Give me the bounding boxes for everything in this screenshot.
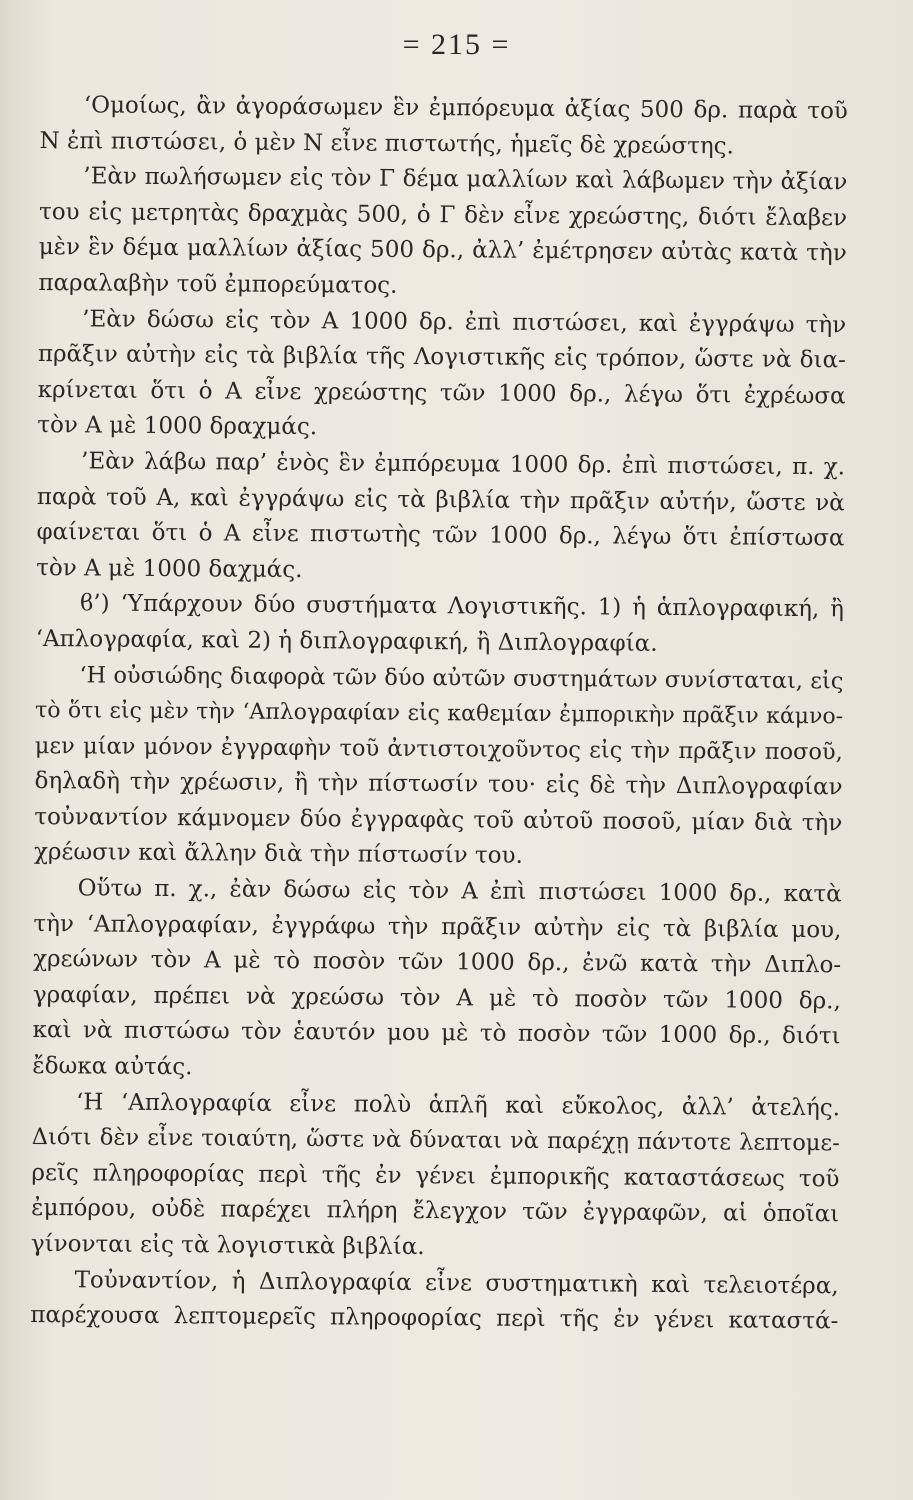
text-line: μεν μίαν μόνον ἐγγραφὴν τοῦ ἀντιστοιχοῦντος εἰς τὴν πρᾶξιν ποσοῦ, <box>34 732 843 766</box>
text-line: κρίνεται ὅτι ὁ Α εἶνε χρεώστης τῶν 1000 δρ., λέγω ὅτι ἐχρέωσα <box>37 376 846 410</box>
text-line: χρεώνων τὸν Α μὲ τὸ ποσὸν τῶν 1000 δρ., ἐνῶ κατὰ τὴν Διπλο- <box>33 946 842 979</box>
text-line: τὸν Α μὲ 1000 δραχμάς. <box>37 412 318 441</box>
text-line: τοὐναντίον κάμνομεν δύο ἐγγραφὰς τοῦ αὐτοῦ ποσοῦ, μίαν διὰ τὴν <box>34 803 843 837</box>
text-line: ϐ’) ‘Υπάρχουν δύο συστήματα Λογιστικῆς. 1) ἡ ἁπλογραφική, ἢ <box>79 590 845 623</box>
page-number: = 215 = <box>402 28 511 61</box>
text-line: τὸν Α μὲ 1000 δαχμάς. <box>36 554 303 583</box>
text-line: Διότι δὲν εἶνε τοιαύτη, ὥστε νὰ δύναται νὰ παρέχῃ πάντοτε λεπτομε- <box>31 1124 840 1157</box>
text-line: φαίνεται ὅτι ὁ Α εἶνε πιστωτὴς τῶν 1000 δρ., λέγω ὅτι ἐπίστωσα <box>36 519 845 552</box>
text-line: γραφίαν, πρέπει νὰ χρεώσω τὸν Α μὲ τὸ ποσὸν τῶν 1000 δρ., <box>32 981 841 1015</box>
text-line: ’Εὰν λάβω παρ’ ἑνὸς ἓν ἐμπόρευμα 1000 δρ. ἐπὶ πιστώσει, π. χ. <box>80 448 846 481</box>
text-line: δηλαδὴ τὴν χρέωσιν, ἢ τὴν πίστωσίν του· εἰς δὲ τὴν Διπλογραφίαν <box>34 768 843 801</box>
text-line: Ν ἐπὶ πιστώσει, ὁ μὲν Ν εἶνε πιστωτής, ἡμεῖς δὲ χρεώστης. <box>39 127 734 160</box>
text-line: τὴν ‘Απλογραφίαν, ἐγγράφω τὴν πρᾶξιν αὐτὴν εἰς τὰ βιβλία μου, <box>33 910 842 943</box>
text-line: παρέχουσα λεπτομερεῖς πληροφορίας περὶ τῆς ἐν γένει καταστά- <box>30 1302 839 1335</box>
text-line: ἐμπόρου, οὐδὲ παρέχει πλήρη ἔλεγχον τῶν ἐγγραφῶν, αἱ ὁποῖαι <box>31 1195 840 1228</box>
text-line: ‘Απλογραφία, καὶ 2) ἡ διπλογραφική, ἢ Διπλογραφία. <box>35 625 658 657</box>
text-line: ρεῖς πληροφορίας περὶ τῆς ἐν γένει ἐμπορικῆς καταστάσεως τοῦ <box>31 1159 840 1193</box>
text-line: πρᾶξιν αὐτὴν εἰς τὰ βιβλία τῆς Λογιστικῆς εἰς τρόπον, ὥστε νὰ δια- <box>37 341 846 374</box>
text-line: καὶ νὰ πιστώσω τὸν ἑαυτόν μου μὲ τὸ ποσὸν τῶν 1000 δρ., διότι <box>32 1017 841 1050</box>
text-line: παραλαβὴν τοῦ ἐμπορεύματος. <box>38 269 398 299</box>
text-line: ἔδωκα αὐτάς. <box>32 1053 193 1081</box>
text-line: ‘Ομοίως, ἂν ἀγοράσωμεν ἓν ἐμπόρευμα ἀξίας 500 δρ. παρὰ τοῦ <box>83 92 848 125</box>
text-line: Τοὐναντίον, ἡ Διπλογραφία εἶνε συστηματικὴ καὶ τελειοτέρα, <box>74 1266 839 1299</box>
text-line: του εἰς μετρητὰς δραχμὰς 500, ὁ Γ δὲν εἶνε χρεώστης, διότι ἔλαβεν <box>38 198 848 232</box>
text-line: τὸ ὅτι εἰς μὲν τὴν ‘Απλογραφίαν εἰς καθεμίαν ἐμπορικὴν πρᾶξιν κάμνο- <box>35 698 844 730</box>
text-line: μὲν ἓν δέμα μαλλίων ἀξίας 500 δρ., ἀλλ’ ἐμέτρησεν αὐτὰς κατὰ τὴν <box>38 234 847 267</box>
text-line: ‘Η οὐσιώδης διαφορὰ τῶν δύο αὐτῶν συστημάτων συνίσταται, εἰς <box>79 661 844 694</box>
body-text <box>30 88 848 1340</box>
text-line: γίνονται εἰς τὰ λογιστικὰ βιβλία. <box>30 1230 425 1261</box>
text-line: ‘Η ‘Απλογραφία εἶνε πολὺ ἁπλῆ καὶ εὔκολος, ἀλλ’ ἀτελής. <box>75 1088 841 1121</box>
text-line: χρέωσιν καὶ ἄλλην διὰ τὴν πίστωσίν του. <box>33 839 523 870</box>
text-line: ’Εὰν δώσω εἰς τὸν Α 1000 δρ. ἐπὶ πιστώσει, καὶ ἐγγράψω τὴν <box>82 305 847 338</box>
text-line: Οὕτω π. χ., ἐὰν δώσω εἰς τὸν Α ἐπὶ πιστώσει 1000 δρ., κατὰ <box>77 875 842 908</box>
text-line: ’Εὰν πωλήσωμεν εἰς τὸν Γ δέμα μαλλίων καὶ λάβωμεν τὴν ἀξίαν <box>83 163 848 196</box>
text-line: παρὰ τοῦ Α, καὶ ἐγγράψω εἰς τὰ βιβλία τὴν πρᾶξιν αὐτήν, ὥστε νὰ <box>36 483 845 516</box>
